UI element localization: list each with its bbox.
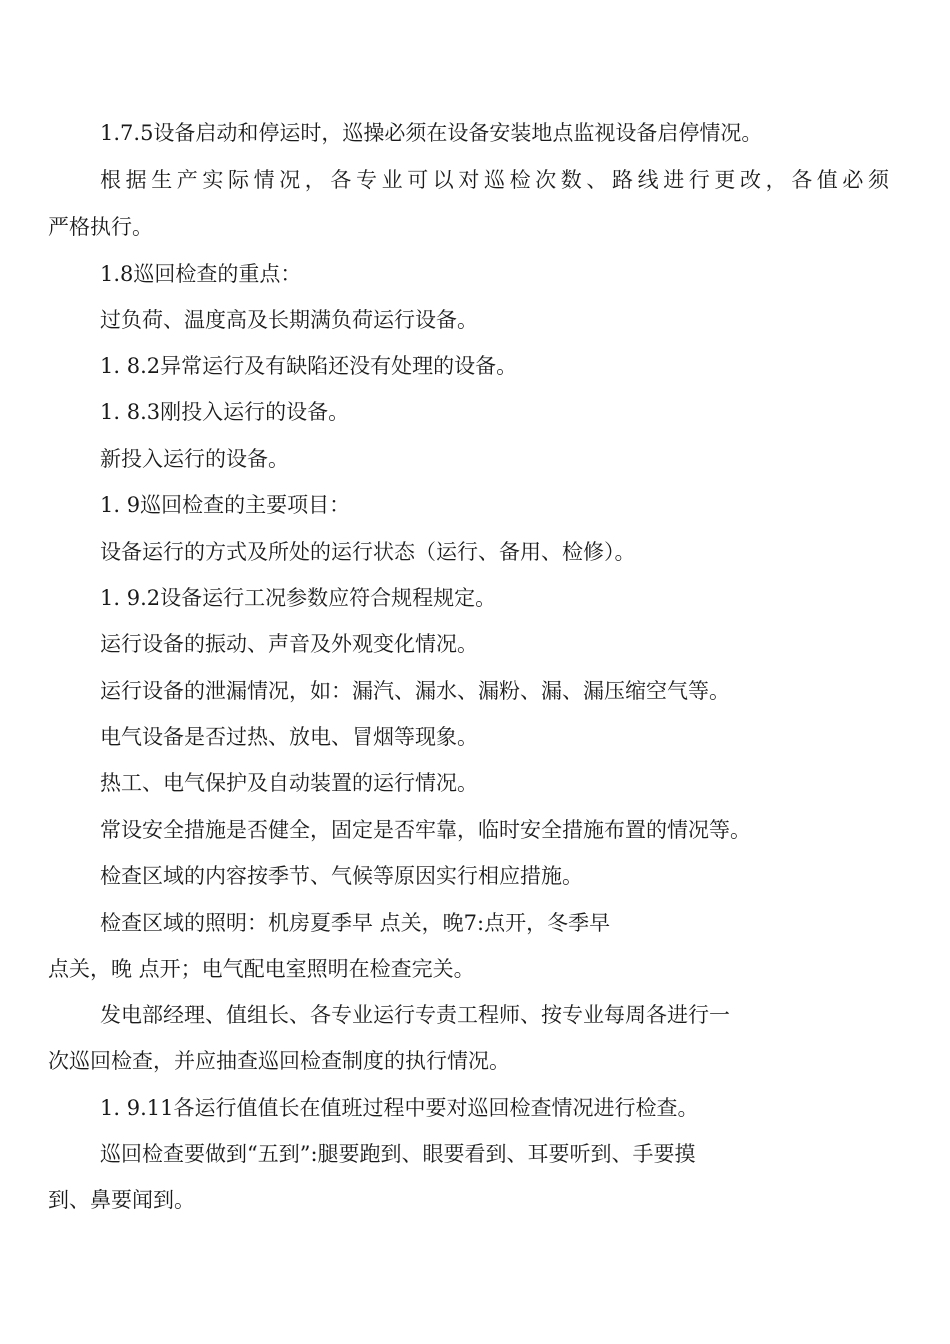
heading-1-9: 1. 9巡回检查的主要项目： xyxy=(100,493,351,517)
list-item-vibration: 运行设备的振动、声音及外观变化情况。 xyxy=(100,632,478,656)
list-item-overload: 过负荷、温度高及长期满负荷运行设备。 xyxy=(100,308,478,332)
list-item-seasonal-measures: 检查区域的内容按季节、气候等原因实行相应措施。 xyxy=(100,864,583,888)
list-item-new-equipment: 新投入运行的设备。 xyxy=(100,447,289,471)
list-item-lighting-line-2: 点关，晚 点开；电气配电室照明在检查完关。 xyxy=(48,957,475,981)
list-item-manager-inspection-line-1: 发电部经理、值组长、各专业运行专责工程师、按专业每周各进行一 xyxy=(100,1003,730,1027)
list-item-protection-devices: 热工、电气保护及自动装置的运行情况。 xyxy=(100,771,478,795)
list-item-five-arrivals-line-2: 到、鼻要闻到。 xyxy=(48,1188,195,1212)
list-item-lighting-line-1: 检查区域的照明：机房夏季早 点关，晚7:点开，冬季早 xyxy=(100,911,611,935)
list-item-1-9-11: 1. 9.11各运行值值长在值班过程中要对巡回检查情况进行检查。 xyxy=(100,1096,699,1120)
list-item-1-8-3: 1. 8.3刚投入运行的设备。 xyxy=(100,400,350,424)
list-item-safety-measures: 常设安全措施是否健全，固定是否牢靠，临时安全措施布置的情况等。 xyxy=(100,818,751,842)
paragraph-patrol-adjust-line-1: 根据生产实际情况，各专业可以对巡检次数、路线进行更改，各值必须 xyxy=(100,168,894,192)
list-item-1-9-2: 1. 9.2设备运行工况参数应符合规程规定。 xyxy=(100,586,497,610)
list-item-electrical-overheat: 电气设备是否过热、放电、冒烟等现象。 xyxy=(100,725,478,749)
list-item-1-8-2: 1. 8.2异常运行及有缺陷还没有处理的设备。 xyxy=(100,354,518,378)
paragraph-patrol-adjust-line-2: 严格执行。 xyxy=(48,215,153,239)
list-item-operation-mode: 设备运行的方式及所处的运行状态（运行、备用、检修）。 xyxy=(100,540,636,564)
list-item-manager-inspection-line-2: 次巡回检查，并应抽查巡回检查制度的执行情况。 xyxy=(48,1049,510,1073)
list-item-leakage: 运行设备的泄漏情况，如：漏汽、漏水、漏粉、漏、漏压缩空气等。 xyxy=(100,679,730,703)
paragraph-1-7-5: 1.7.5设备启动和停运时，巡操必须在设备安装地点监视设备启停情况。 xyxy=(100,121,763,145)
heading-1-8: 1.8巡回检查的重点： xyxy=(100,262,302,286)
list-item-five-arrivals-line-1: 巡回检查要做到“五到”:腿要跑到、眼要看到、耳要听到、手要摸 xyxy=(100,1142,696,1166)
